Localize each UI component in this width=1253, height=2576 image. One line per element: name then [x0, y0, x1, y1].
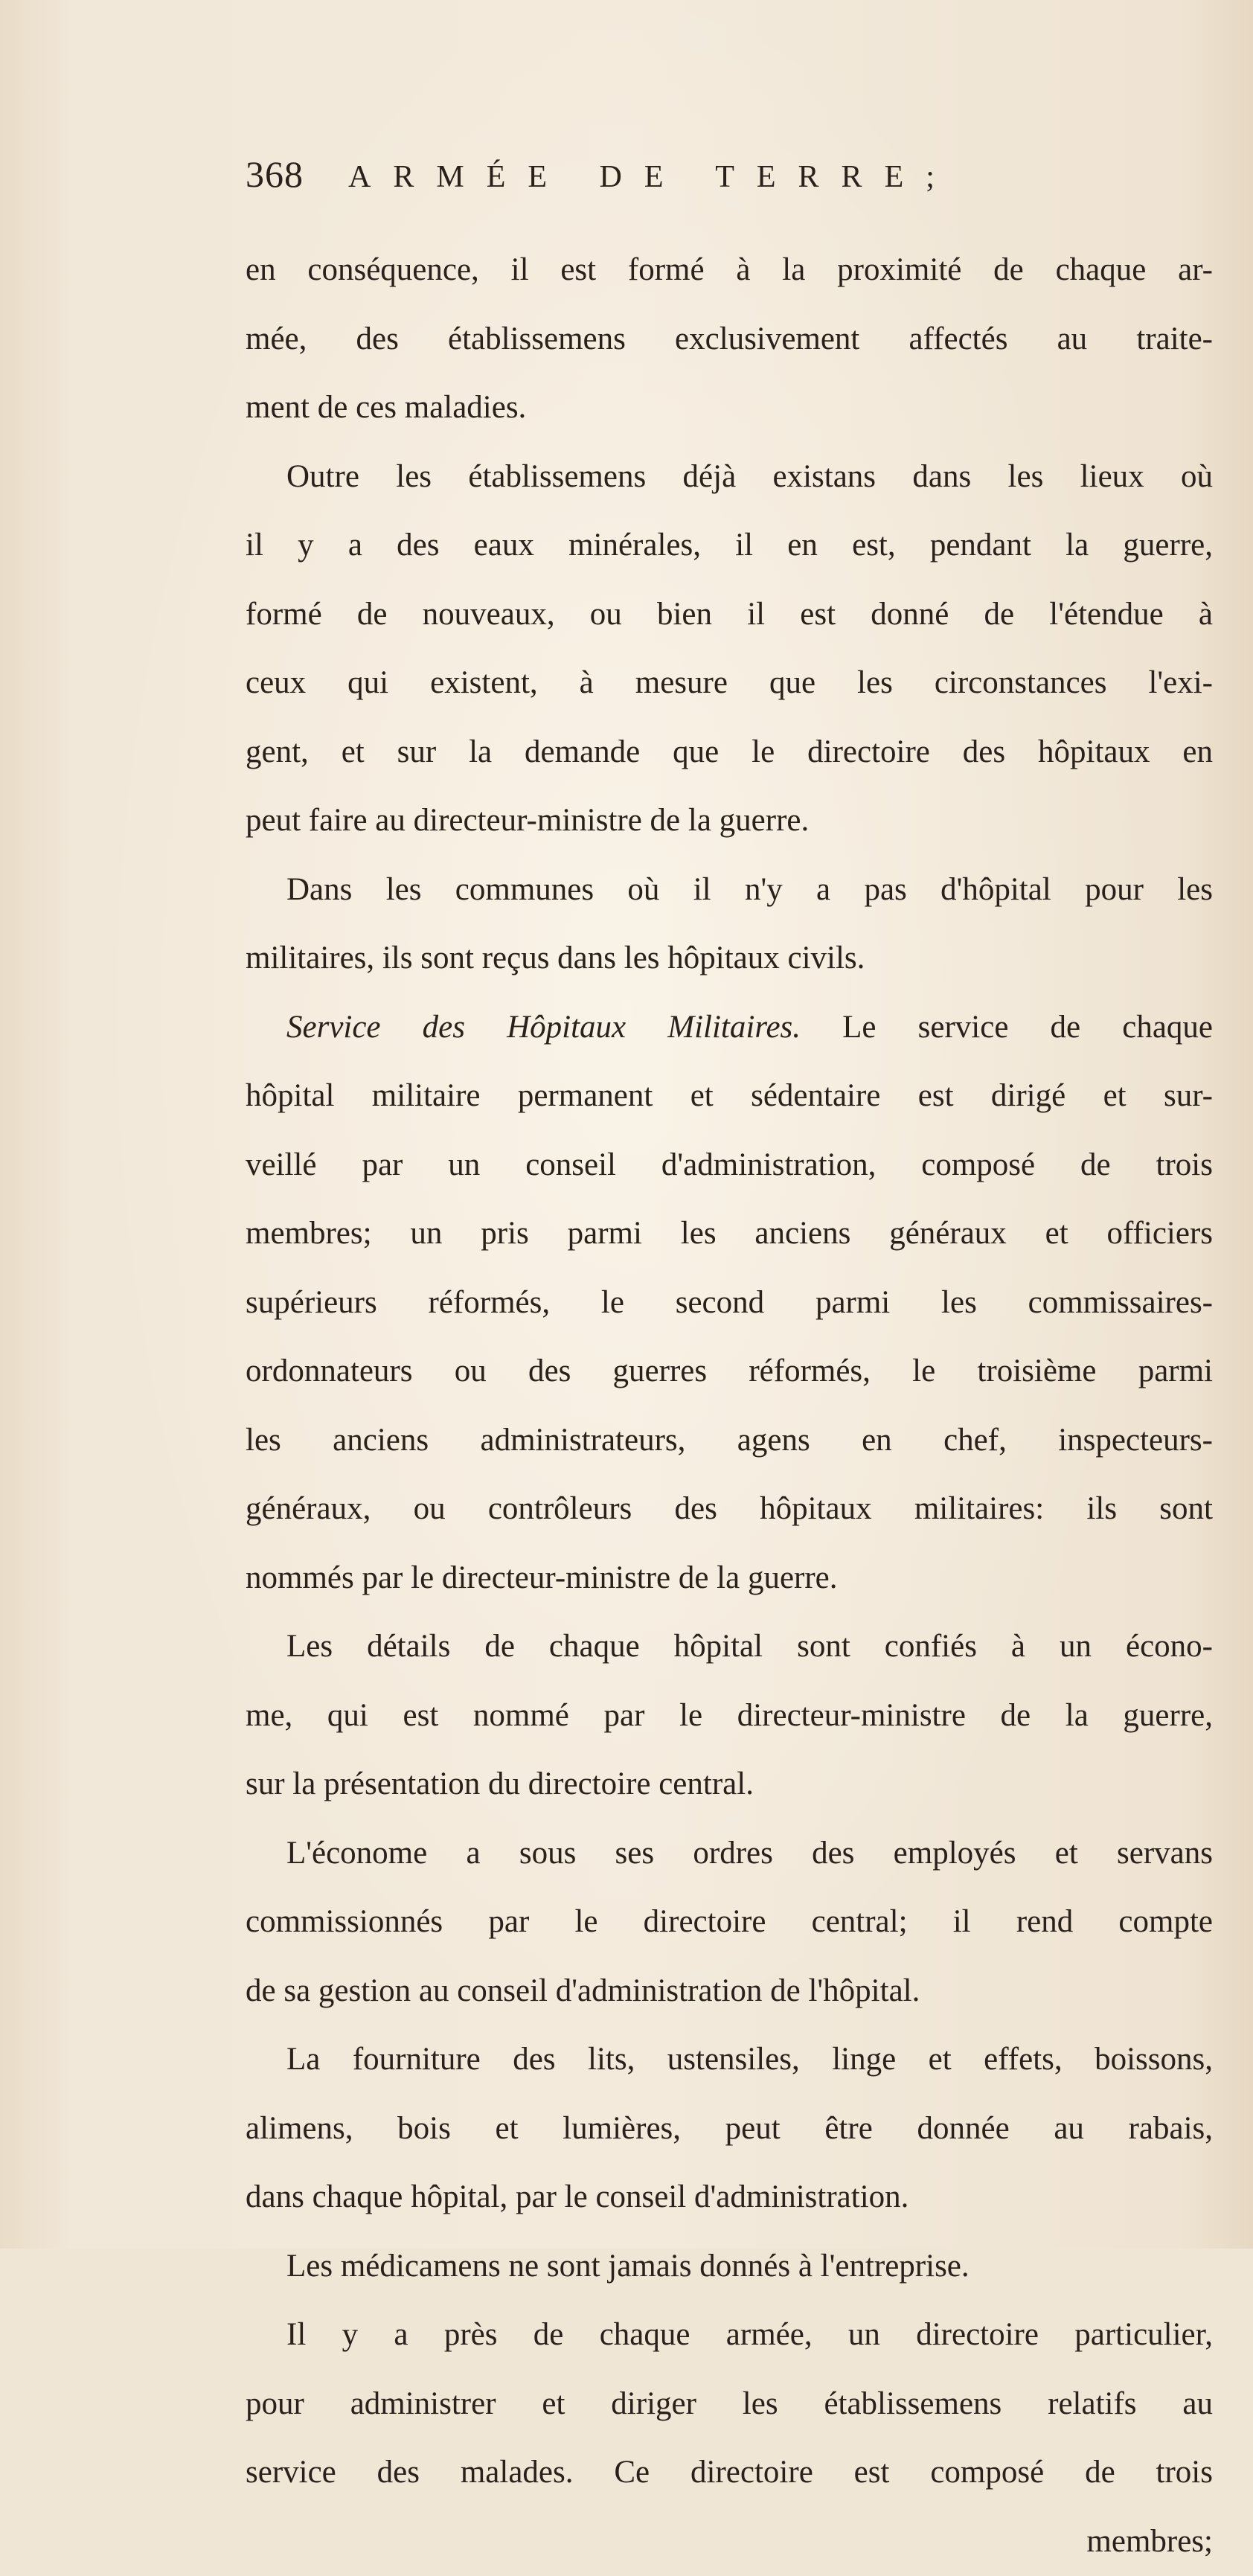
text-line: ment de ces maladies.: [246, 374, 1213, 443]
text-line: en conséquence, il est formé à la proximité de chaque ar-: [246, 236, 1213, 305]
text-line: généraux, ou contrôleurs des hôpitaux militaires: ils sont: [246, 1475, 1213, 1544]
text-line-rest: Le service de chaque: [801, 1010, 1213, 1045]
text-line: service des malades. Ce directoire est composé de trois: [246, 2438, 1213, 2508]
page-number: 368: [246, 153, 304, 196]
text-line: [246, 993, 1213, 1063]
text-line: Les détails de chaque hôpital sont confiés à un écono-: [246, 1612, 1213, 1682]
text-line: mée, des établissemens exclusivement affectés au traite-: [246, 305, 1213, 374]
text-line: membres; un pris parmi les anciens généraux et officiers: [246, 1199, 1213, 1269]
text-line: hôpital militaire permanent et sédentaire est dirigé et sur-: [246, 1062, 1213, 1131]
catchword: membres;: [246, 2508, 1213, 2576]
text-line: dans chaque hôpital, par le conseil d'administration.: [246, 2163, 1213, 2232]
text-line: Il y a près de chaque armée, un directoire particulier,: [246, 2301, 1213, 2370]
text-line: alimens, bois et lumières, peut être donnée au rabais,: [246, 2095, 1213, 2164]
text-line: les anciens administrateurs, agens en chef, inspecteurs-: [246, 1406, 1213, 1476]
text-line: Outre les établissemens déjà existans dans les lieux où: [246, 443, 1213, 512]
text-line: L'économe a sous ses ordres des employés et servans: [246, 1819, 1213, 1888]
text-line: de sa gestion au conseil d'administration de l'hôpital.: [246, 1957, 1213, 2026]
text-line: me, qui est nommé par le directeur-ministre de la guerre,: [246, 1682, 1213, 1751]
running-title: ARMÉE DE TERRE;: [348, 159, 957, 195]
text-line: peut faire au directeur-ministre de la guerre.: [246, 786, 1213, 856]
text-line: pour administrer et diriger les établissemens relatifs au: [246, 2370, 1213, 2439]
text-line: nommés par le directeur-ministre de la guerre.: [246, 1544, 1213, 1613]
text-line: sur la présentation du directoire central.: [246, 1750, 1213, 1819]
section-heading: Service des Hôpitaux Militaires.: [286, 1010, 801, 1045]
text-line: il y a des eaux minérales, il en est, pendant la guerre,: [246, 511, 1213, 580]
text-line: veillé par un conseil d'administration, composé de trois: [246, 1131, 1213, 1200]
text-line: gent, et sur la demande que le directoire des hôpitaux en: [246, 718, 1213, 787]
running-head: [246, 153, 1213, 227]
text-line: supérieurs réformés, le second parmi les commissaires-: [246, 1269, 1213, 1338]
text-line: commissionnés par le directoire central; il rend compte: [246, 1888, 1213, 1957]
page-text: [246, 153, 1213, 2576]
text-line: ordonnateurs ou des guerres réformés, le troisième parmi: [246, 1337, 1213, 1406]
text-line: La fourniture des lits, ustensiles, linge et effets, boissons,: [246, 2025, 1213, 2095]
text-line: ceux qui existent, à mesure que les circonstances l'exi-: [246, 649, 1213, 718]
text-line: militaires, ils sont reçus dans les hôpitaux civils.: [246, 924, 1213, 993]
text-line: Les médicamens ne sont jamais donnés à l'entreprise.: [246, 2232, 1213, 2301]
text-line: formé de nouveaux, ou bien il est donné de l'étendue à: [246, 580, 1213, 650]
text-line: Dans les communes où il n'y a pas d'hôpital pour les: [246, 856, 1213, 925]
